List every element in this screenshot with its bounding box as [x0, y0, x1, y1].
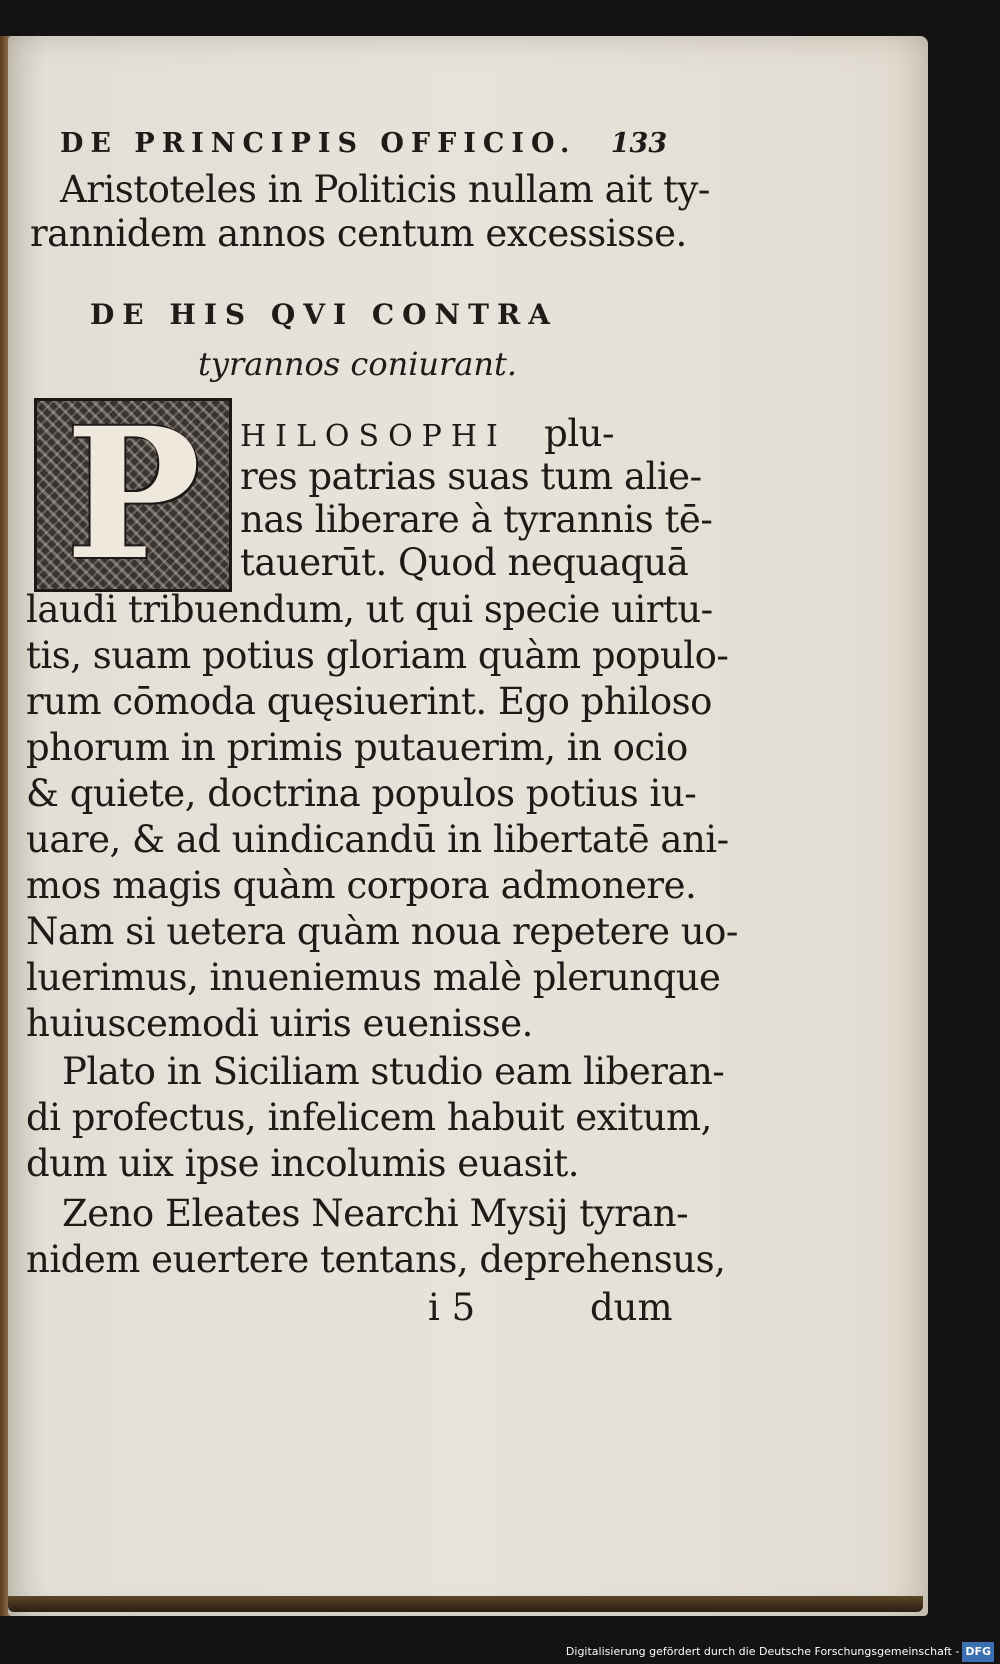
paragraph-2-line-8: phorum in primis putauerim, in ocio [26, 726, 688, 769]
dfg-logo: DFG [962, 1642, 994, 1662]
paragraph-1-line-1: Aristoteles in Politicis nullam ait ty- [60, 168, 710, 211]
paragraph-2-line-1 [240, 412, 614, 455]
initial-letter-glyph: P [65, 389, 201, 600]
digitization-footer [566, 1642, 994, 1662]
paragraph-2-line-9: & quiete, doctrina populos potius iu- [26, 772, 697, 815]
paragraph-2-line-10: uare, & ad uindicandū in libertatē ani- [26, 818, 729, 861]
paragraph-3-line-1: Plato in Siciliam studio eam liberan- [62, 1050, 725, 1093]
paragraph-2-line-5: laudi tribuendum, ut qui specie uirtu- [26, 588, 713, 631]
paragraph-2-line-3: nas liberare à tyrannis tē- [240, 498, 713, 541]
running-head [60, 128, 750, 159]
paragraph-2-line-13: luerimus, inueniemus malè plerunque [26, 956, 721, 999]
paragraph-2-line-4: tauerūt. Quod nequaquā [240, 541, 689, 584]
paragraph-3-line-2: di profectus, infelicem habuit exitum, [26, 1096, 712, 1139]
paragraph-2-line-6: tis, suam potius gloriam quàm populo- [26, 634, 729, 677]
folio-number: 133 [610, 128, 668, 159]
section-subheading: tyrannos coniurant. [198, 345, 518, 383]
paragraph-2-line-14: huiuscemodi uiris euenisse. [26, 1002, 533, 1045]
paragraph-2-first-rest: plu- [544, 412, 614, 455]
paragraph-2-line-2: res patrias suas tum alie- [240, 455, 702, 498]
paragraph-3-line-3: dum uix ipse incolumis euasit. [26, 1142, 580, 1185]
page-bottom-edge [8, 1596, 923, 1612]
paragraph-4-line-1: Zeno Eleates Nearchi Mysij tyran- [62, 1192, 689, 1235]
section-heading: DE HIS QVI CONTRA [90, 298, 558, 331]
catchword: dum [590, 1286, 673, 1329]
paragraph-2-line-12: Nam si uetera quàm noua repetere uo- [26, 910, 738, 953]
paragraph-2-line-11: mos magis quàm corpora admonere. [26, 864, 697, 907]
decorated-initial-letter [34, 389, 232, 600]
footer-text: Digitalisierung gefördert durch die Deutsche Forschungsgemeinschaft - [565, 1645, 960, 1658]
running-head-title: DE PRINCIPIS OFFICIO. [60, 128, 577, 159]
paragraph-2-line-7: rum cōmoda quęsiuerint. Ego philoso [26, 680, 712, 723]
signature-mark: i 5 [428, 1286, 476, 1329]
paragraph-2-first-word: HILOSOPHI [240, 419, 507, 454]
paragraph-4-line-2: nidem euertere tentans, deprehensus, [26, 1238, 726, 1281]
paragraph-1-line-2: rannidem annos centum excessisse. [30, 212, 687, 255]
